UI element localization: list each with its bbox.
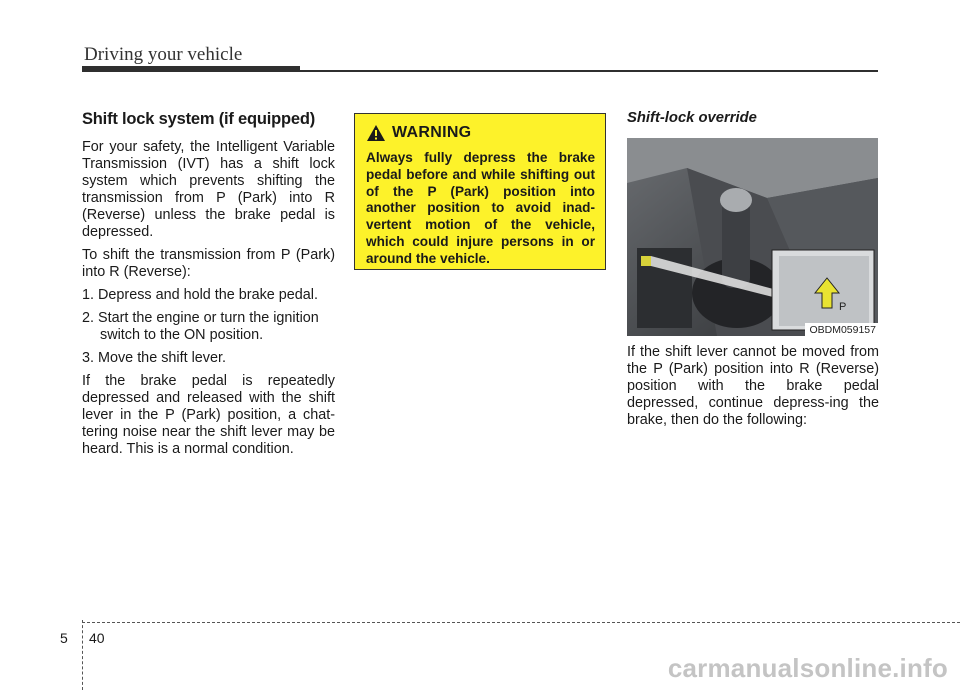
note-paragraph: If the brake pedal is repeatedly depressed and released with the shift lever in the P (Park) position, a chat-tering noise near the shift lever may be heard. This is a normal condition. [82, 373, 335, 457]
right-column [627, 110, 879, 435]
warning-box [354, 113, 606, 270]
image-caption: OBDM059157 [805, 323, 878, 336]
footer-horizontal-rule [82, 622, 960, 624]
page-number: 40 [89, 630, 105, 646]
section-title: Shift lock system (if equipped) [82, 110, 316, 128]
intro-paragraph: For your safety, the Intelligent Variable Transmission (IVT) has a shift lock system which prevents shifting the transmission from P (Park) into R (Reverse) unless the brake pedal is depressed. [82, 139, 335, 240]
warning-header [366, 124, 595, 142]
step-item: 3. Move the shift lever. [82, 350, 226, 366]
shift-lever-photo [627, 138, 878, 336]
footer-vertical-rule [82, 620, 84, 690]
how-to-paragraph: To shift the transmission from P (Park) into R (Reverse): [82, 247, 335, 280]
step-item: 1. Depress and hold the brake pedal. [82, 287, 319, 303]
override-paragraph: If the shift lever cannot be moved from the P (Park) position into R (Reverse) position with the brake pedal depressed, continue depress-ing the brake, then do the following: [627, 344, 879, 428]
warning-triangle-icon [366, 124, 386, 142]
chapter-number: 5 [60, 630, 68, 646]
page-header-title: Driving your vehicle [84, 44, 243, 65]
shift-lever-illustration [627, 138, 878, 336]
svg-text:P: P [839, 301, 847, 313]
warning-title: WARNING [392, 124, 472, 141]
warning-text: Always fully depress the brake pedal before and while shifting out of the P (Park) position into another position to avoid inad-vertent motion of the vehicle, which could injure persons in or around the vehicle. [366, 150, 595, 266]
sub-title: Shift-lock override [627, 110, 757, 126]
step-item: 2. Start the engine or turn the ignition switch to the ON position. [82, 310, 319, 343]
header-rule-thin [300, 70, 878, 72]
header-rule-thick [82, 66, 300, 72]
watermark-text: carmanualsonline.info [667, 653, 948, 683]
left-column [82, 110, 335, 464]
